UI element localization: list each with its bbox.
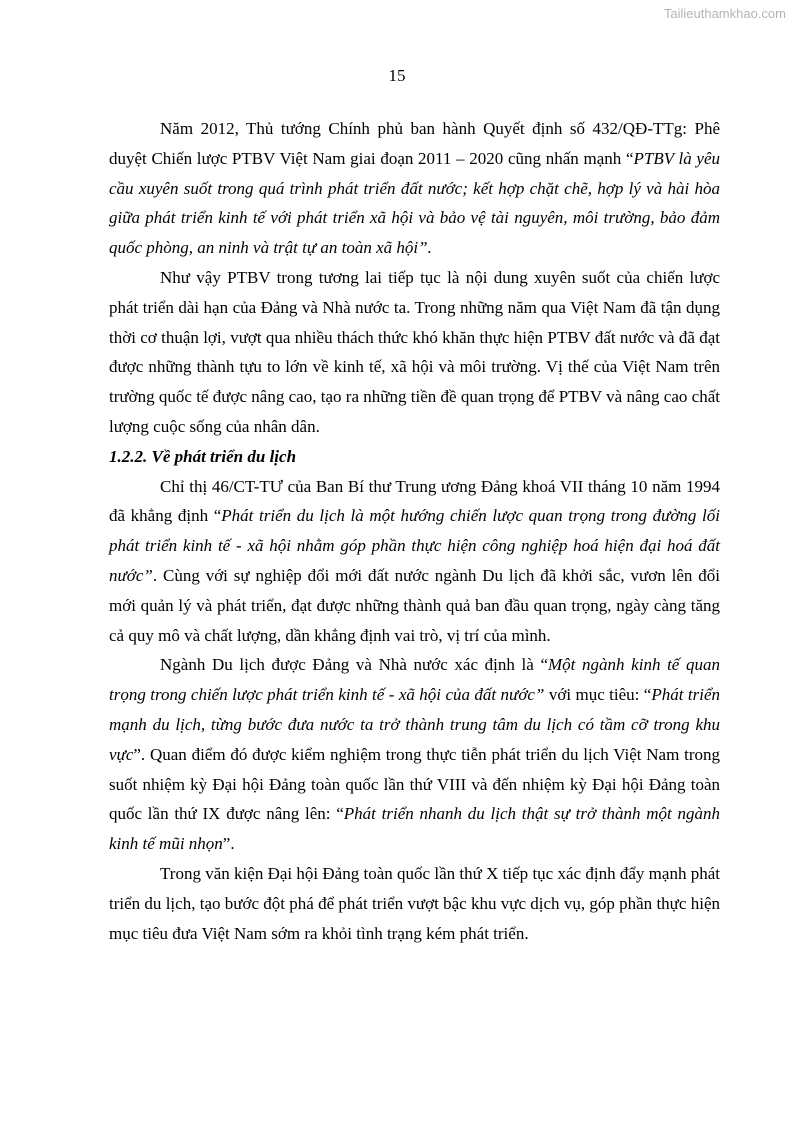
watermark: Tailieuthamkhao.com — [663, 6, 786, 21]
paragraph-2: Như vậy PTBV trong tương lai tiếp tục là nội dung xuyên suốt của chiến lược phát triển dài hạn của Đảng và Nhà nước ta. Trong những năm qua Việt Nam đã tận dụng thời cơ thuận lợi, vượt qua nhiều thách thức khó khăn thực hiện PTBV đất nước và đã đạt được những thành tựu to lớn về kinh tế, xã hội và môi trường. Vị thế của Việt Nam trên trường quốc tế được nâng cao, tạo ra những tiền đề quan trọng để PTBV và nâng cao chất lượng cuộc sống của nhân dân. — [109, 267, 720, 436]
page-number: 15 — [388, 66, 406, 85]
paragraph-3-text-2: . Cùng với sự nghiệp đổi mới đất nước ngành Du lịch đã khởi sắc, vươn lên đổi mới quản lý và phát triển, đạt được những thành quả ban đầu quan trọng, ngày càng tăng cả quy mô và chất lượng, dần khẳng định vai trò, vị trí của mình. — [109, 565, 720, 645]
paragraph-4 — [109, 650, 720, 859]
paragraph-4-quote-1: Một ngành kinh tế quan trọng trong chiến lược phát triển kinh tế - xã hội của đất nước” — [109, 655, 720, 705]
paragraph-4-text-3: ”. Quan điểm đó được kiểm nghiệm trong thực tiễn phát triển du lịch Việt Nam trong suốt nhiệm kỳ Đại hội Đảng toàn quốc lần thứ VIII và đến nhiệm kỳ Đại hội Đảng toàn quốc lần thứ IX được nâng lên: “ — [109, 744, 720, 824]
paragraph-4-text-4: ”. — [222, 834, 235, 854]
paragraph-4-quote-3: Phát triển nhanh du lịch thật sự trở thành một ngành kinh tế mũi nhọn — [109, 804, 720, 854]
paragraph-4-quote-2: Phát triển mạnh du lịch, từng bước đưa nước ta trở thành trung tâm du lịch có tầm cỡ trong khu vực — [109, 685, 720, 764]
paragraph-1-quote: PTBV là yêu cầu xuyên suốt trong quá trình phát triển đất nước; kết hợp chặt chẽ, hợp lý và hài hòa giữa phát triển kinh tế với phát triển xã hội và bảo vệ tài nguyên, môi trường, bảo đảm quốc phòng, an ninh và trật tự an toàn xã hội”. — [109, 148, 720, 258]
paragraph-4-text-2: với mục tiêu: “ — [544, 685, 652, 705]
paragraph-1-text: Năm 2012, Thủ tướng Chính phủ ban hành Quyết định số 432/QĐ-TTg: Phê duyệt Chiến lược PTBV Việt Nam giai đoạn 2011 – 2020 cũng nhấn mạnh “ — [109, 119, 720, 168]
paragraph-3 — [109, 472, 720, 651]
paragraph-4-text-1: Ngành Du lịch được Đảng và Nhà nước xác định là “ — [160, 655, 548, 675]
document-body — [109, 114, 720, 948]
paragraph-3-quote: Phát triển du lịch là một hướng chiến lược quan trọng trong đường lối phát triển kinh tế - xã hội nhằm góp phần thực hiện công nghiệp hoá hiện đại hoá đất nước” — [109, 506, 721, 585]
paragraph-5: Trong văn kiện Đại hội Đảng toàn quốc lần thứ X tiếp tục xác định đẩy mạnh phát triển du lịch, tạo bước đột phá để phát triển vượt bậc khu vực dịch vụ, góp phần thực hiện mục tiêu đưa Việt Nam sớm ra khỏi tình trạng kém phát triển. — [109, 863, 720, 943]
paragraph-1 — [109, 114, 720, 263]
paragraph-3-text-1: Chỉ thị 46/CT-TƯ của Ban Bí thư Trung ương Đảng khoá VII tháng 10 năm 1994 đã khẳng định “ — [109, 476, 720, 526]
section-heading: 1.2.2. Về phát triển du lịch — [109, 446, 297, 466]
